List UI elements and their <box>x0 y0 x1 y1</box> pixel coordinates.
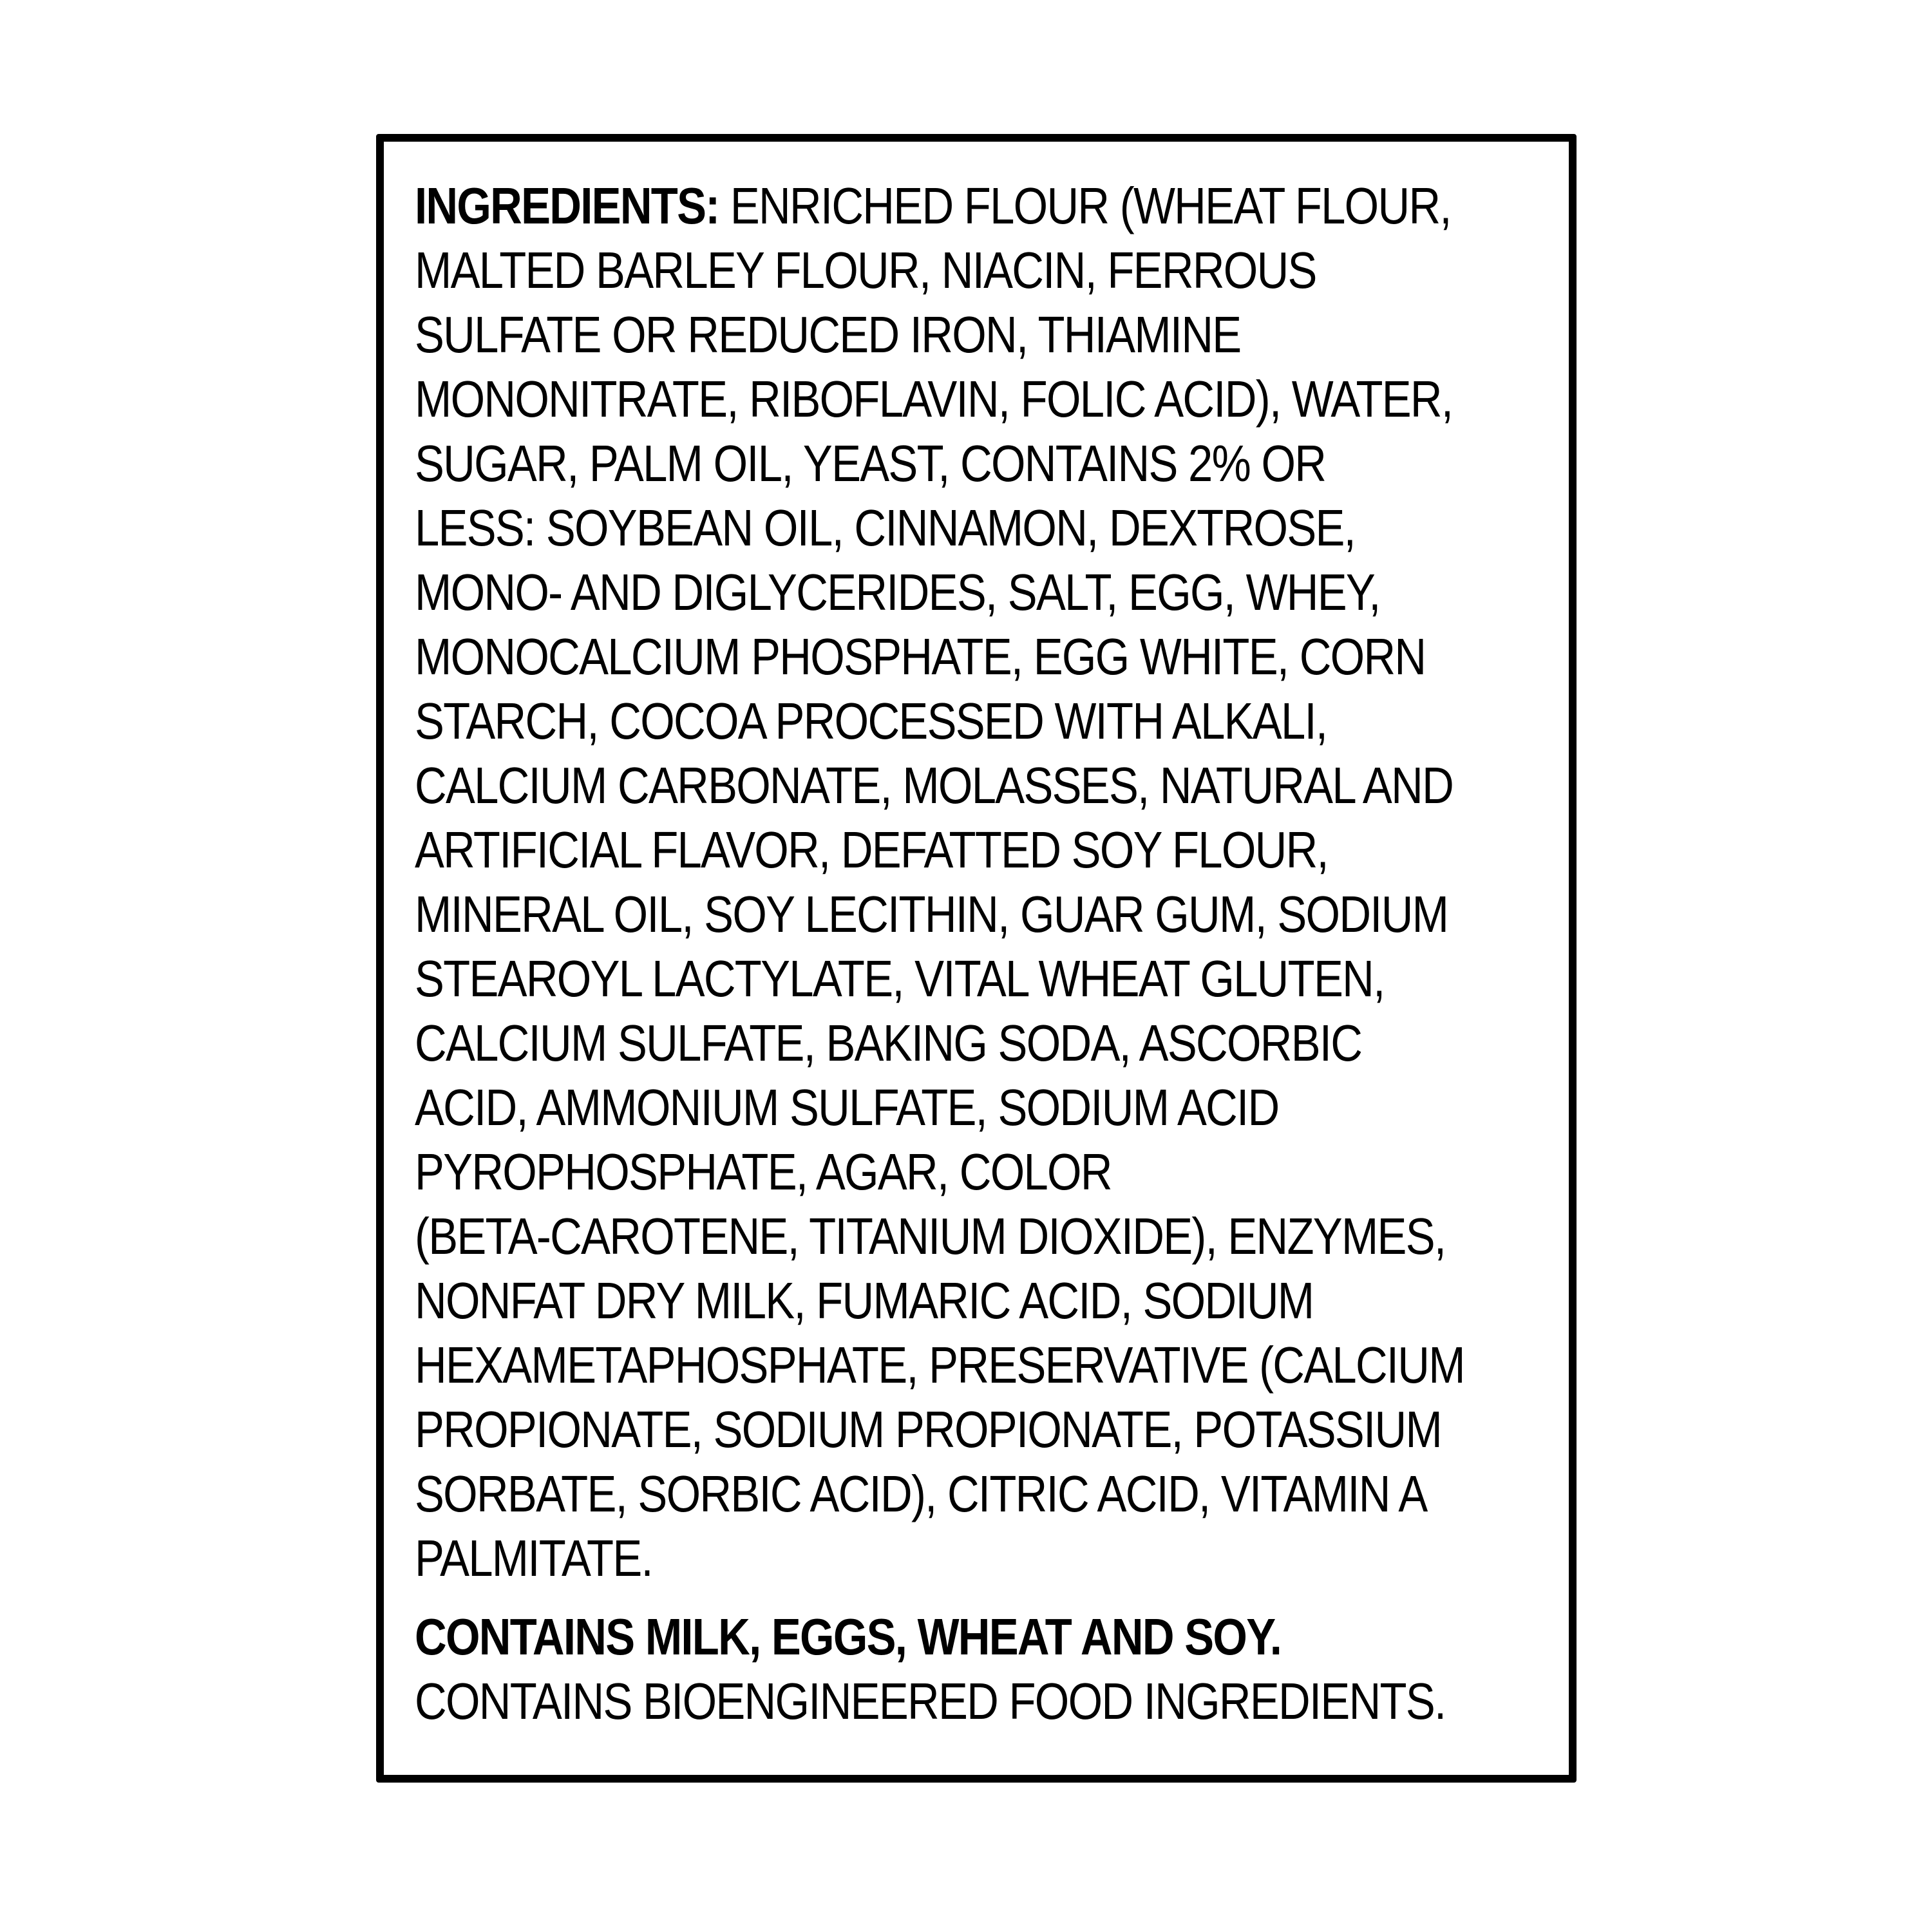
ingredient-line: (BETA-CAROTENE, TITANIUM DIOXIDE), ENZYMES, <box>415 1208 1446 1265</box>
ingredients-text-block <box>415 174 1567 1734</box>
ingredient-line: CALCIUM SULFATE, BAKING SODA, ASCORBIC <box>415 1014 1362 1072</box>
ingredient-line: MONONITRATE, RIBOFLAVIN, FOLIC ACID), WATER, <box>415 370 1453 428</box>
ingredient-line: CALCIUM CARBONATE, MOLASSES, NATURAL AND <box>415 757 1454 814</box>
ingredient-line: MONOCALCIUM PHOSPHATE, EGG WHITE, CORN <box>415 628 1426 685</box>
ingredient-line <box>415 174 1567 238</box>
ingredient-line: NONFAT DRY MILK, FUMARIC ACID, SODIUM <box>415 1272 1314 1329</box>
ingredient-line: MINERAL OIL, SOY LECITHIN, GUAR GUM, SODIUM <box>415 886 1448 943</box>
ingredient-line: PROPIONATE, SODIUM PROPIONATE, POTASSIUM <box>415 1401 1442 1458</box>
ingredient-line: ACID, AMMONIUM SULFATE, SODIUM ACID <box>415 1079 1279 1136</box>
bioengineered-statement: CONTAINS BIOENGINEERED FOOD INGREDIENTS. <box>415 1672 1446 1730</box>
ingredient-line: MALTED BARLEY FLOUR, NIACIN, FERROUS <box>415 242 1316 299</box>
ingredient-line: PYROPHOSPHATE, AGAR, COLOR <box>415 1143 1112 1200</box>
ingredient-line: MONO- AND DIGLYCERIDES, SALT, EGG, WHEY, <box>415 564 1380 621</box>
ingredient-line-text: ENRICHED FLOUR (WHEAT FLOUR, <box>730 177 1451 234</box>
ingredient-line: LESS: SOYBEAN OIL, CINNAMON, DEXTROSE, <box>415 499 1356 556</box>
ingredient-line: STEAROYL LACTYLATE, VITAL WHEAT GLUTEN, <box>415 950 1385 1007</box>
allergen-statement: CONTAINS MILK, EGGS, WHEAT AND SOY. <box>415 1608 1282 1665</box>
ingredient-line: SORBATE, SORBIC ACID), CITRIC ACID, VITAMIN A <box>415 1465 1427 1522</box>
ingredient-line: ARTIFICIAL FLAVOR, DEFATTED SOY FLOUR, <box>415 821 1328 878</box>
ingredients-label-panel <box>376 134 1577 1783</box>
ingredient-line: STARCH, COCOA PROCESSED WITH ALKALI, <box>415 692 1327 750</box>
ingredients-heading: INGREDIENTS: <box>415 177 719 234</box>
ingredient-line: SULFATE OR REDUCED IRON, THIAMINE <box>415 306 1241 363</box>
ingredient-line: SUGAR, PALM OIL, YEAST, CONTAINS 2% OR <box>415 435 1326 492</box>
ingredient-line: HEXAMETAPHOSPHATE, PRESERVATIVE (CALCIUM <box>415 1336 1464 1394</box>
ingredient-line: PALMITATE. <box>415 1530 652 1587</box>
